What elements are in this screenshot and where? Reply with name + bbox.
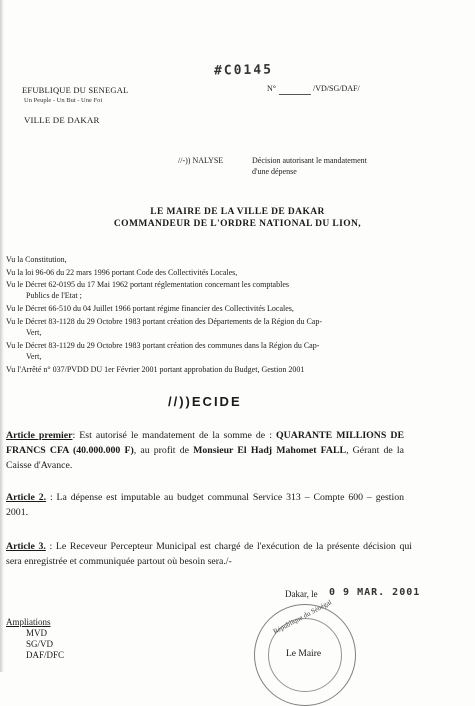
- article-1: [6, 428, 404, 473]
- article-1-text-3: , Gérant de la Caisse d'Avance.: [6, 445, 404, 471]
- ampliation-item: SG/VD: [26, 639, 54, 649]
- number-blank-line: [279, 94, 311, 95]
- ampliation-item: DAF/DFC: [26, 650, 65, 660]
- vu-arrete-037: Vu l'Arrêté n° 037/PVDD DU 1er Février 2001 portant approbation du Budget, Gestion 2001: [6, 365, 305, 374]
- vu-decret-62-0195-cont: Publics de l'Etat ;: [26, 291, 82, 300]
- vu-decret-66-510: Vu le Décret 66-510 du 04 Juillet 1966 portant régime financier des Collectivités Locales,: [6, 304, 294, 313]
- document-number-stamp: #C0145: [213, 62, 274, 79]
- analyse-text-line1: Décision autorisant le mandatement: [252, 156, 367, 165]
- vu-loi-96-06: Vu la loi 96-06 du 22 mars 1996 portant Code des Collectivités Locales,: [6, 268, 238, 277]
- seal-text: République du Sénégal: [271, 598, 334, 636]
- article-3-text: : Le Receveur Percepteur Municipal est chargé de l'exécution de la présente décision qui sera enregistrée et communiquée partout où besoin sera./-: [6, 541, 413, 567]
- article-1-text-2: , au profit de: [133, 445, 189, 456]
- article-3: [6, 539, 412, 569]
- vu-decret-83-1128-cont: Vert,: [26, 328, 42, 337]
- scan-edge-shadow: [0, 0, 4, 672]
- national-motto: Un Peuple - Un But - Une Foi: [24, 97, 103, 104]
- article-1-label: Article premier: [6, 430, 73, 441]
- article-3-label: Article 3.: [6, 541, 46, 552]
- article-2-label: Article 2.: [6, 492, 47, 503]
- republic-heading: EFUBLIQUE DU SENEGAL: [22, 85, 129, 95]
- vu-decret-62-0195: Vu le Décret 62-0195 du 17 Mai 1962 portant réglementation concernant les comptables: [6, 280, 289, 289]
- ampliations-block: [6, 617, 64, 661]
- article-1-beneficiary: Monsieur El Hadj Mahomet FALL: [193, 445, 347, 456]
- article-1-text: : Est autorisé le mandatement de la somme de :: [72, 430, 272, 441]
- vu-decret-83-1128: Vu le Décret 83-1128 du 29 Octobre 1983 portant création des Départements de la Région du Cap-: [6, 317, 323, 326]
- ampliations-title: Ampliations: [6, 617, 51, 627]
- article-2: [6, 490, 404, 520]
- mayor-title-line2: COMMANDEUR DE L'ORDRE NATIONAL DU LION,: [113, 219, 362, 229]
- signature-place: Dakar, le: [285, 589, 318, 599]
- vu-decret-83-1129: Vu le Décret 83-1129 du 29 Octobre 1983 portant création des communes dans la Région du Cap-: [6, 341, 320, 350]
- article-1-amount: QUARANTE MILLIONS DE FRANCS CFA (40.000.000 F): [6, 430, 404, 456]
- vu-constitution: Vu la Constitution,: [6, 255, 67, 264]
- article-2-text: : La dépense est imputable au budget communal Service 313 – Compte 600 – gestion 2001.: [6, 492, 405, 518]
- vu-decret-83-1129-cont: Vert,: [26, 352, 42, 361]
- number-prefix: N°: [267, 84, 276, 93]
- city-heading: VILLE DE DAKAR: [24, 115, 100, 125]
- decide-heading: //))ECIDE: [168, 394, 242, 409]
- analyse-text-line2: d'une dépense: [252, 167, 297, 176]
- ampliation-item: MVD: [26, 628, 48, 638]
- number-suffix: /VD/SG/DAF/: [313, 84, 360, 93]
- mayor-signature-label: Le Maire: [286, 649, 322, 659]
- analyse-label: //-)) NALYSE: [178, 156, 224, 165]
- mayor-title-line1: LE MAIRE DE LA VILLE DE DAKAR: [150, 207, 325, 217]
- date-stamp: 0 9 MAR. 2001: [329, 587, 421, 598]
